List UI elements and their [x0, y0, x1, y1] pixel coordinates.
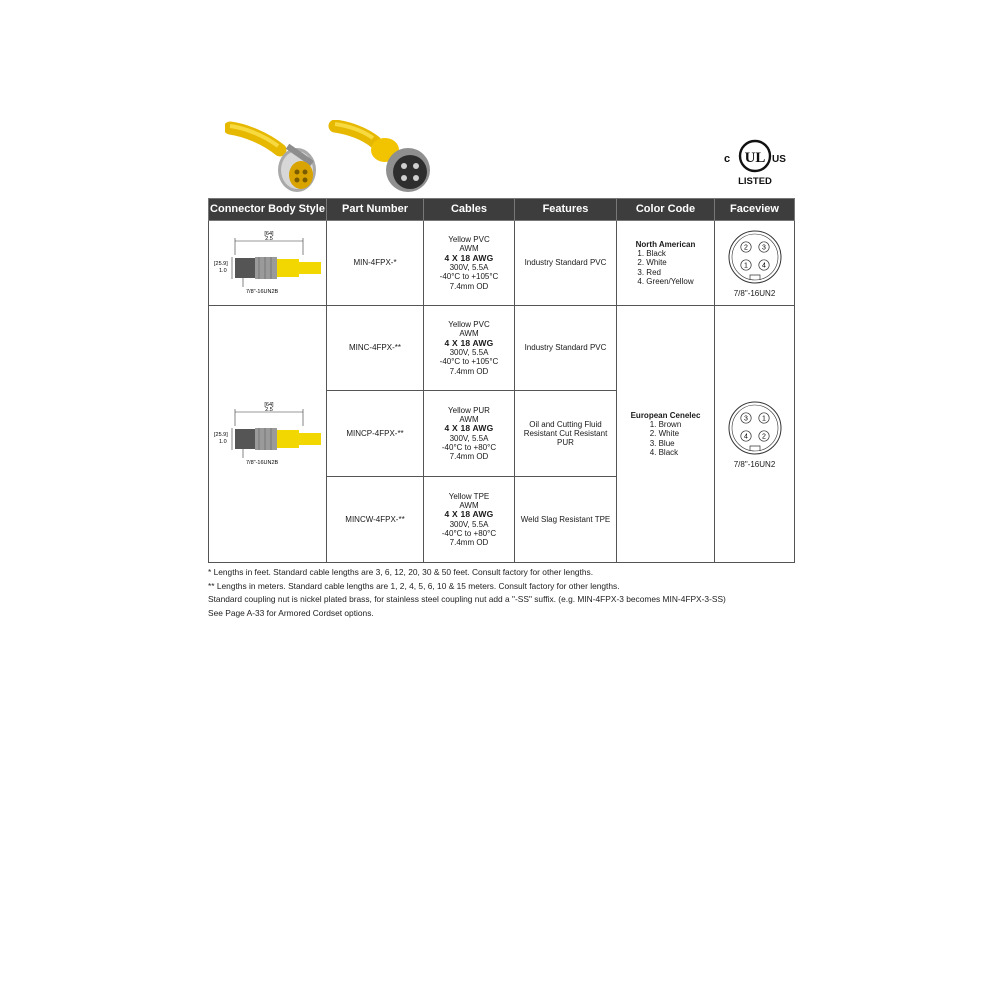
product-spec-table	[208, 198, 795, 563]
dim-side-mm: [25.9]	[213, 431, 228, 438]
color-code-item: 2. White	[637, 258, 667, 268]
cable-temp: -40°C to +80°C	[441, 442, 497, 452]
cable-temp: -40°C to +80°C	[441, 528, 497, 538]
cable-od: 7.4mm OD	[449, 452, 489, 462]
cable-voltage: 300V, 5.5A	[449, 433, 489, 443]
connector-dimension-drawing	[213, 398, 323, 468]
header-part-number: Part Number	[327, 199, 424, 221]
faceview-thread-label: 7/8"-16UN2	[733, 460, 776, 470]
cable-cell	[424, 477, 515, 563]
dim-top-mm: [64]	[263, 401, 274, 408]
cable-rating: AWM	[459, 329, 479, 339]
header-faceview: Faceview	[715, 199, 795, 221]
cable-jacket: Yellow PUR	[448, 405, 490, 415]
pin-label: 3	[761, 244, 766, 252]
header-cables: Cables	[424, 199, 515, 221]
connector-product-photo	[225, 120, 455, 198]
footnote-meters: ** Lengths in meters. Standard cable lengths are 1, 2, 4, 5, 6, 10 & 15 meters. Consult factory for other lengths.	[208, 580, 620, 591]
table-row	[209, 306, 795, 391]
dim-top-in: 2.5	[264, 406, 273, 413]
dim-side-mm: [25.9]	[213, 260, 228, 267]
color-code-item: 4. Green/Yellow	[637, 276, 694, 286]
connector-drawing-cell	[209, 221, 327, 306]
color-code-title: European Cenelec	[630, 410, 701, 420]
cable-gauge: 4 X 18 AWG	[444, 509, 494, 520]
cable-jacket: Yellow PVC	[448, 235, 490, 245]
cable-gauge: 4 X 18 AWG	[444, 337, 494, 348]
dim-top-in: 2.5	[264, 235, 273, 242]
features-cell: Weld Slag Resistant TPE	[515, 477, 617, 563]
features-cell: Industry Standard PVC	[515, 221, 617, 306]
footnote-armored: See Page A-33 for Armored Cordset options.	[208, 607, 374, 618]
cable-cell	[424, 391, 515, 477]
connector-dimension-drawing	[213, 227, 323, 297]
faceview-cell	[715, 221, 795, 306]
color-code-item: 1. Black	[637, 249, 666, 259]
cable-rating: AWM	[459, 500, 479, 510]
header-connector-body-style: Connector Body Style	[209, 199, 327, 221]
features-cell: Oil and Cutting Fluid Resistant Cut Resistant PUR	[515, 391, 617, 477]
color-code-title: North American	[635, 239, 696, 249]
cable-gauge: 4 X 18 AWG	[444, 252, 494, 263]
color-code-item: 3. Blue	[649, 438, 675, 448]
cable-cell	[424, 221, 515, 306]
pin-label: 1	[743, 262, 748, 270]
cable-od: 7.4mm OD	[449, 538, 489, 548]
header-color-code: Color Code	[617, 199, 715, 221]
color-code-item: 1. Brown	[649, 420, 682, 430]
table-header-row	[209, 199, 795, 221]
header-features: Features	[515, 199, 617, 221]
cable-voltage: 300V, 5.5A	[449, 519, 489, 529]
footnote-coupling-nut: Standard coupling nut is nickel plated brass, for stainless steel coupling nut add a "-SS" suffix. (e.g. MIN-4FPX-3 becomes MIN-4FPX-3-SS)	[208, 594, 726, 605]
cable-voltage: 300V, 5.5A	[449, 263, 489, 272]
ul-listed-text: LISTED	[738, 176, 772, 187]
cable-jacket: Yellow PVC	[448, 320, 490, 330]
dim-side-in: 1.0	[218, 267, 227, 274]
faceview-diagram	[725, 398, 785, 458]
cable-rating: AWM	[459, 244, 479, 254]
pin-label: 1	[761, 415, 766, 423]
dim-side-in: 1.0	[218, 438, 227, 445]
cable-cell	[424, 306, 515, 391]
part-number-cell: MIN-4FPX-*	[327, 221, 424, 306]
cable-od: 7.4mm OD	[449, 366, 489, 376]
faceview-cell	[715, 306, 795, 563]
part-number-cell: MINC-4FPX-**	[327, 306, 424, 391]
cable-rating: AWM	[459, 414, 479, 424]
pin-label: 2	[761, 433, 766, 441]
cable-temp: -40°C to +105°C	[439, 272, 499, 282]
thread-label: 7/8"-16UN2B	[245, 288, 278, 295]
color-code-item: 3. Red	[637, 267, 661, 277]
ul-listed-logo	[722, 134, 788, 188]
ul-us-text: US	[772, 154, 786, 165]
table-row	[209, 221, 795, 306]
features-cell: Industry Standard PVC	[515, 306, 617, 391]
connector-drawing-cell	[209, 306, 327, 563]
footnote-feet: * Lengths in feet. Standard cable lengths are 3, 6, 12, 20, 30 & 50 feet. Consult factory for other lengths.	[208, 567, 594, 577]
cable-voltage: 300V, 5.5A	[449, 348, 489, 357]
footnotes	[208, 566, 808, 620]
color-code-item: 2. White	[649, 429, 680, 439]
faceview-thread-label: 7/8"-16UN2	[733, 289, 776, 299]
pin-label: 4	[761, 262, 766, 270]
cable-od: 7.4mm OD	[449, 281, 489, 291]
cable-gauge: 4 X 18 AWG	[444, 423, 494, 434]
color-code-cell	[617, 306, 715, 563]
part-number-cell: MINCW-4FPX-**	[327, 477, 424, 563]
pin-label: 4	[743, 433, 748, 441]
ul-c-text: c	[724, 153, 731, 165]
pin-label: 2	[743, 244, 748, 252]
color-code-cell	[617, 221, 715, 306]
dim-top-mm: [64]	[263, 230, 274, 237]
faceview-diagram	[725, 227, 785, 287]
color-code-item: 4. Black	[649, 447, 679, 457]
pin-label: 3	[743, 415, 748, 423]
cable-temp: -40°C to +105°C	[439, 357, 499, 367]
part-number-cell: MINCP-4FPX-**	[327, 391, 424, 477]
ul-text: UL	[744, 150, 766, 166]
cable-jacket: Yellow TPE	[448, 491, 490, 501]
thread-label: 7/8"-16UN2B	[245, 459, 278, 466]
